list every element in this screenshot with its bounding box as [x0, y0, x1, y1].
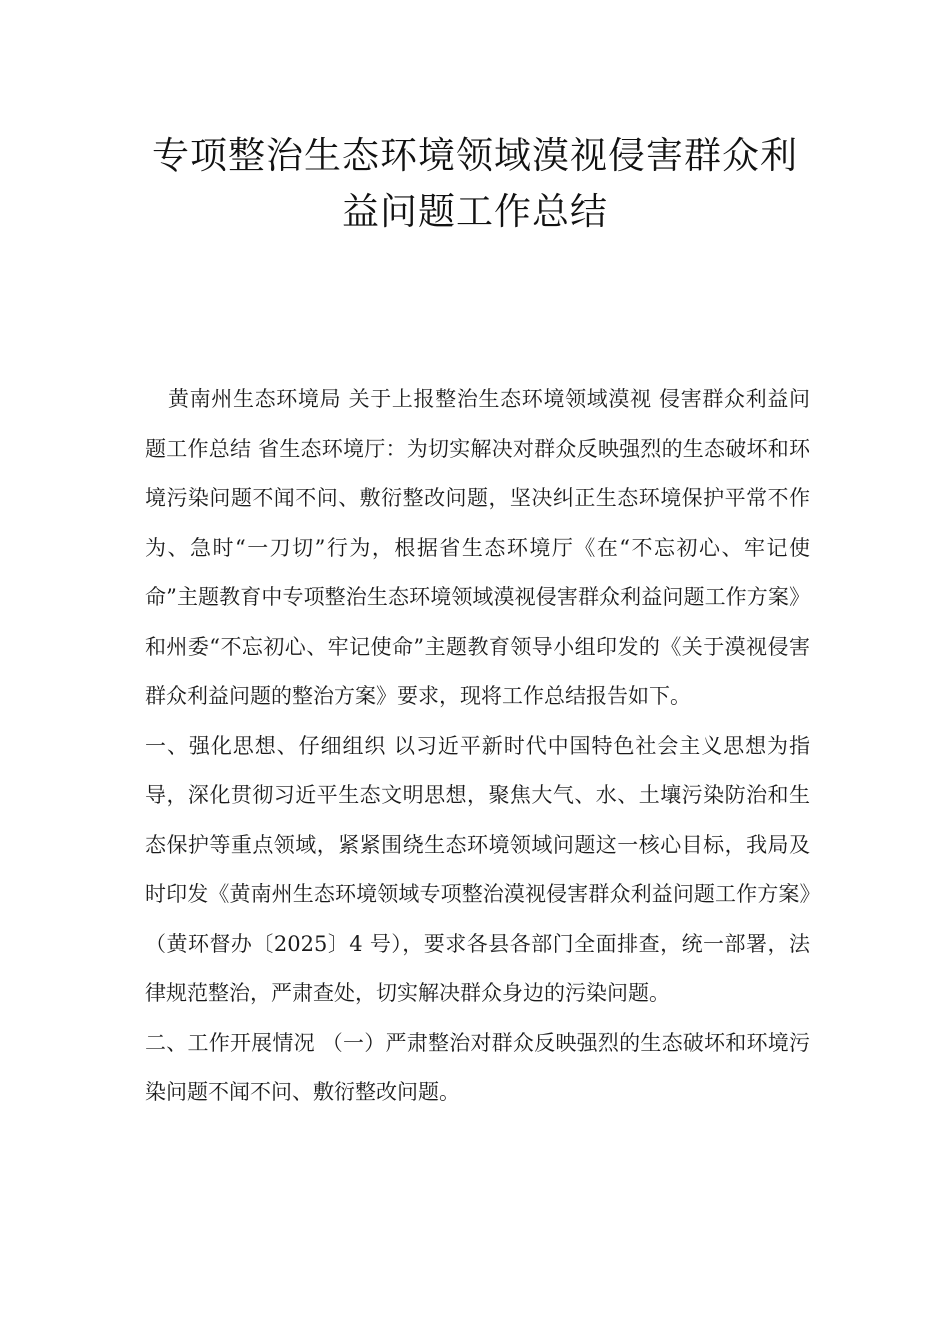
document-body — [145, 375, 810, 1118]
title-line-2: 益问题工作总结 — [342, 190, 608, 233]
title-line-1: 专项整治生态环境领域漠视侵害群众利 — [152, 134, 798, 177]
paragraph-intro: 黄南州生态环境局 关于上报整治生态环境领域漠视 侵害群众利益问题工作总结 省生态环境厅：为切实解决对群众反映强烈的生态破坏和环境污染问题不闻不问、敷衍整改问题，坚决纠正生态环境保护平常不作为、急时“一刀切”行为，根据省生态环境厅《在“不忘初心、牢记使命”主题教育中专项整治生态环境领域漠视侵害群众利益问题工作方案》和州委“不忘初心、牢记使命”主题教育领导小组印发的《关于漠视侵害群众利益问题的整治方案》要求，现将工作总结报告如下。 — [145, 387, 810, 708]
paragraph-section-1: 一、强化思想、仔细组织 以习近平新时代中国特色社会主义思想为指导，深化贯彻习近平生态文明思想，聚焦大气、水、土壤污染防治和生态保护等重点领域，紧紧围绕生态环境领域问题这一核心目标，我局及时印发《黄南州生态环境领域专项整治漠视侵害群众利益问题工作方案》（黄环督办〔2025〕4 号），要求各县各部门全面排查，统一部署，法律规范整治，严肃查处，切实解决群众身边的污染问题。 — [145, 733, 810, 1005]
document-title — [100, 128, 850, 240]
paragraph-section-2: 二、工作开展情况 （一）严肃整治对群众反映强烈的生态破坏和环境污染问题不闻不问、敷衍整改问题。 — [145, 1030, 810, 1104]
